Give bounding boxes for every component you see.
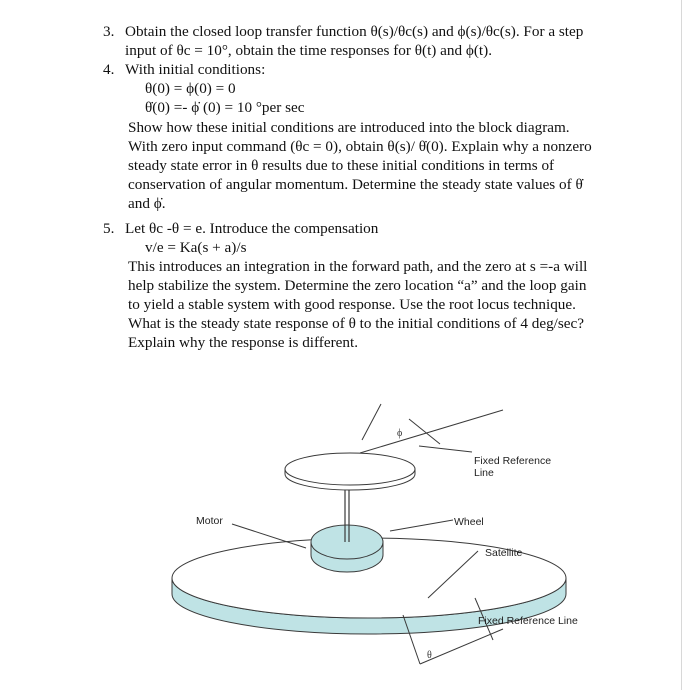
fixed-reference-line-top	[360, 410, 503, 453]
wheel-angle-line	[409, 419, 440, 444]
initial-condition-1: θ(0) = ϕ(0) = 0	[145, 80, 236, 97]
motor-hub	[311, 525, 383, 559]
problem-4-para-line: conservation of angular momentum. Determine the steady state values of θ̇	[128, 176, 583, 193]
page-edge	[681, 0, 682, 690]
wheel-angle-line	[362, 404, 381, 440]
motor-label: Motor	[196, 515, 223, 527]
fixed-reference-label-top: Fixed Reference	[474, 455, 552, 467]
problem-5-intro: Let θc -θ = e. Introduce the compensation	[125, 220, 379, 237]
initial-condition-2: θ̇(0) =- ϕ̇ (0) = 10 °per sec	[145, 99, 305, 116]
problem-4-number: 4.	[103, 61, 115, 78]
problem-4-intro: With initial conditions:	[125, 61, 266, 78]
problem-3-number: 3.	[103, 23, 115, 40]
satellite-wheel-figure	[0, 380, 680, 690]
fixed-reference-label-bottom: Fixed Reference Line	[478, 615, 578, 627]
fixed-reference-label-top-line: Line	[474, 467, 494, 479]
satellite-label: Satellite	[485, 547, 523, 559]
problem-5-para-line: to yield a stable system with good response. Use the root locus technique.	[128, 296, 576, 313]
problem-5-para-line: Explain why the response is different.	[128, 334, 359, 351]
wheel-label: Wheel	[454, 516, 484, 528]
problem-5-para-line: This introduces an integration in the forward path, and the zero at s =-a will	[128, 258, 588, 275]
problem-5-number: 5.	[103, 220, 115, 237]
wheel-disc	[285, 453, 415, 485]
problem-5-para-line: help stabilize the system. Determine the zero location “a” and the loop gain	[128, 277, 587, 294]
problem-4-para-line: Show how these initial conditions are introduced into the block diagram.	[128, 119, 570, 136]
compensation-formula: v/e = Ka(s + a)/s	[145, 239, 247, 256]
problem-4-para-line: and ϕ̇.	[128, 195, 166, 212]
problem-4-para-line: steady state error in θ results due to these initial conditions in terms of	[128, 157, 555, 174]
fixed-reference-line-bottom	[420, 629, 503, 664]
problem-5-para-line: What is the steady state response of θ to the initial conditions of 4 deg/sec?	[128, 315, 585, 332]
problem-3-line-2: input of θc = 10°, obtain the time responses for θ(t) and ϕ(t).	[125, 42, 493, 59]
problem-4-para-line: With zero input command (θc = 0), obtain θ(s)/ θ̇(0). Explain why a nonzero	[128, 138, 592, 155]
theta-angle-symbol: θ	[427, 650, 432, 661]
wheel-leader-line	[390, 520, 453, 531]
phi-angle-symbol: ϕ	[397, 428, 403, 439]
problem-3-line-1: Obtain the closed loop transfer function θ(s)/θc(s) and ϕ(s)/θc(s). For a step	[125, 23, 584, 40]
fixed-ref-top-leader	[419, 446, 472, 452]
satellite-diagram	[0, 380, 680, 690]
